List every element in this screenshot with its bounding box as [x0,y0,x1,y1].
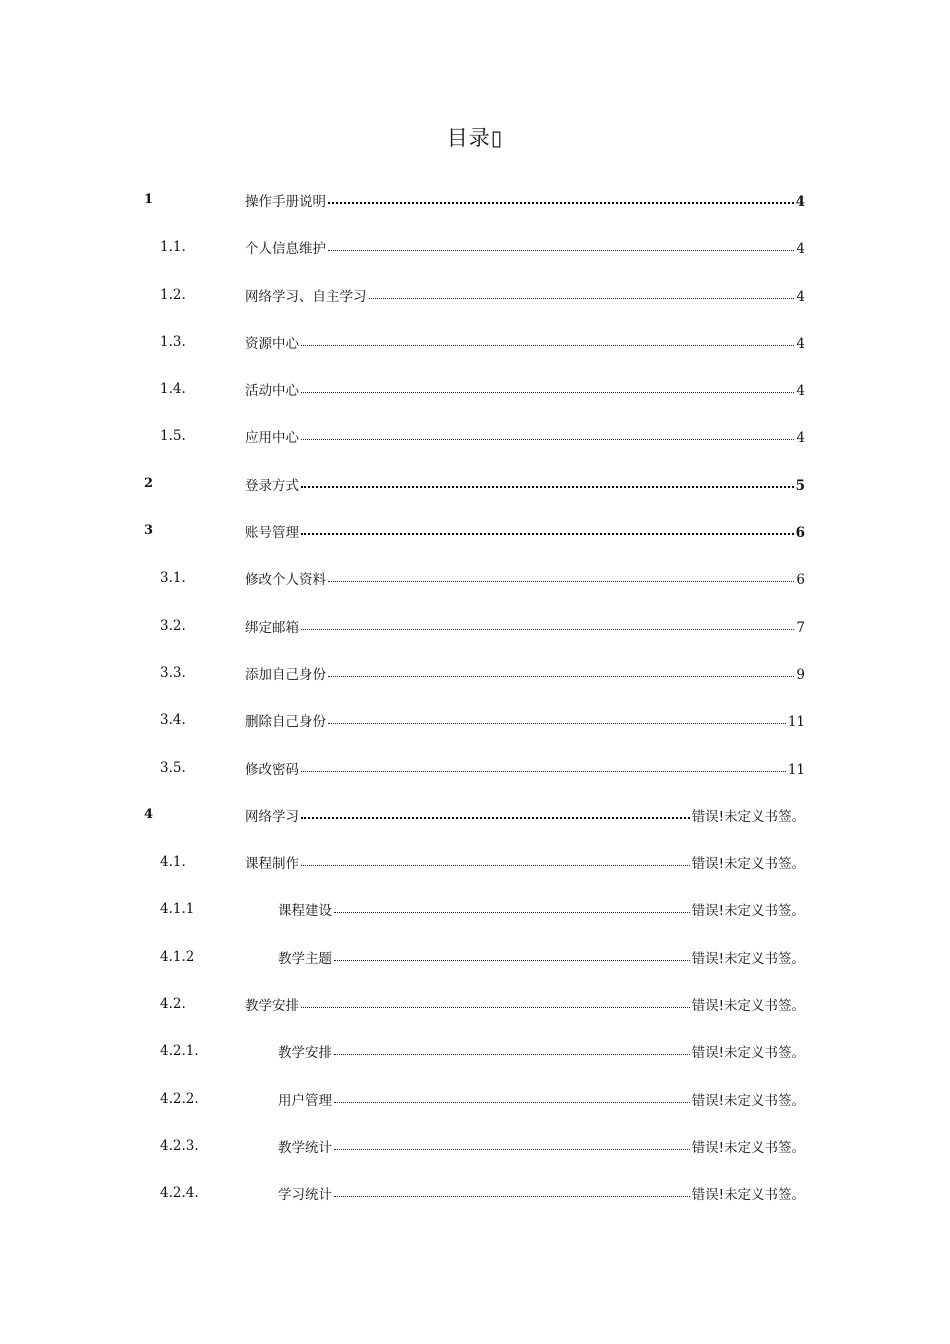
toc-dot-leader [301,1006,690,1008]
toc-entry-number: 4.2.2. [160,1090,199,1107]
toc-entry-line [245,237,805,257]
toc-dot-leader [334,1148,690,1150]
toc-entry-page: 4 [796,383,805,400]
toc-entry-line [278,1089,805,1109]
toc-dot-leader [334,1053,690,1055]
toc-entry-line [245,568,805,588]
toc-entry-page: 6 [796,572,805,589]
toc-entry-number: 4 [144,806,154,822]
toc-entry-number: 1.5. [160,428,186,445]
toc-entry[interactable] [0,848,950,895]
toc-entry[interactable] [0,186,950,233]
toc-entry-page: 11 [787,714,805,731]
toc-entry-line [245,521,805,541]
toc-entry-page: 错误!未定义书签。 [691,1092,805,1109]
toc-entry-page: 错误!未定义书签。 [691,1187,805,1204]
toc-entry[interactable] [0,990,950,1037]
toc-entry-text: 教学安排 [245,998,299,1015]
toc-entry[interactable] [0,612,950,659]
toc-entry-text: 用户管理 [278,1092,332,1109]
toc-dot-leader [328,201,794,204]
toc-entry-text: 活动中心 [245,383,299,400]
toc-dot-leader [301,532,794,535]
toc-entry-line [245,710,805,730]
toc-dot-leader [334,1101,690,1103]
toc-entry[interactable] [0,943,950,990]
toc-entry-page: 4 [796,288,805,305]
toc-entry[interactable] [0,801,950,848]
toc-entry-line [245,758,805,778]
toc-entry-page: 4 [796,241,805,258]
toc-entry[interactable] [0,754,950,801]
toc-entry-line [278,1183,805,1203]
toc-entry-number: 4.2.3. [160,1137,199,1154]
toc-entry-line [245,852,805,872]
toc-entry-page: 5 [795,477,805,494]
toc-entry-number: 4.1. [160,854,186,871]
toc-entry-line [278,899,805,919]
toc-entry-line [245,332,805,352]
toc-entry-page: 错误!未定义书签。 [691,998,805,1015]
toc-entry-number: 4.1.2 [160,948,195,965]
toc-entry-number: 3.5. [160,759,186,776]
toc-title [0,122,950,152]
toc-entry-text: 操作手册说明 [245,194,326,210]
toc-entry-line [245,426,805,446]
toc-entry[interactable] [0,1037,950,1084]
toc-entry-number: 1.3. [160,333,186,350]
toc-entry-page: 错误!未定义书签。 [691,903,805,920]
toc-entry[interactable] [0,517,950,564]
toc-entry-line [245,285,805,305]
table-of-contents [0,186,950,1227]
toc-entry-page: 错误!未定义书签。 [691,950,805,967]
toc-entry-text: 修改个人资料 [245,572,326,589]
toc-entry-line [278,1136,805,1156]
toc-entry[interactable] [0,470,950,517]
toc-dot-leader [301,344,794,346]
toc-dot-leader [328,249,794,251]
toc-entry[interactable] [0,1085,950,1132]
toc-entry-page: 错误!未定义书签。 [691,808,805,825]
toc-entry[interactable] [0,564,950,611]
toc-entry-text: 修改密码 [245,761,299,778]
toc-entry-number: 4.2. [160,996,186,1013]
toc-entry-number: 1 [144,192,154,207]
toc-entry-text: 删除自己身份 [245,714,326,731]
toc-dot-leader [301,391,794,393]
toc-dot-leader [369,297,795,299]
toc-entry-text: 课程建设 [278,903,332,920]
toc-entry[interactable] [0,422,950,469]
toc-entry[interactable] [0,281,950,328]
toc-dot-leader [301,816,690,819]
toc-entry[interactable] [0,328,950,375]
toc-entry-text: 网络学习 [245,808,299,825]
toc-entry-page: 6 [795,525,805,542]
toc-entry-number: 3.3. [160,664,186,681]
toc-entry[interactable] [0,895,950,942]
toc-dot-leader [301,485,794,488]
toc-entry[interactable] [0,375,950,422]
toc-entry-page: 错误!未定义书签。 [691,856,805,873]
toc-entry-line [245,474,805,494]
toc-dot-leader [334,1195,690,1197]
toc-entry-number: 4.2.4. [160,1185,199,1202]
toc-entry-number: 1.1. [160,239,186,256]
toc-entry-text: 学习统计 [278,1187,332,1204]
toc-entry-page: 9 [796,666,805,683]
toc-entry-text: 应用中心 [245,430,299,447]
toc-entry-page: 错误!未定义书签。 [691,1045,805,1062]
toc-entry-number: 4.2.1. [160,1043,199,1060]
toc-entry-text: 绑定邮箱 [245,619,299,636]
toc-entry-line [245,190,805,210]
toc-entry-line [245,379,805,399]
toc-entry[interactable] [0,706,950,753]
toc-dot-leader [301,864,690,866]
toc-dot-leader [301,438,794,440]
toc-title-glyph: ▯ [490,126,504,150]
toc-entry[interactable] [0,659,950,706]
toc-entry-number: 3.4. [160,712,186,729]
toc-entry-text: 账号管理 [245,525,299,542]
toc-entry-number: 3.1. [160,570,186,587]
toc-title-text: 目录 [446,126,491,150]
toc-entry-text: 添加自己身份 [245,666,326,683]
toc-entry-text: 个人信息维护 [245,241,326,258]
toc-entry-line [278,947,805,967]
toc-entry-line [245,663,805,683]
toc-entry-line [245,994,805,1014]
toc-entry-line [278,1041,805,1061]
toc-dot-leader [301,770,786,772]
toc-entry[interactable] [0,1132,950,1179]
toc-entry-number: 4.1.1 [160,901,195,918]
toc-entry-page: 4 [796,335,805,352]
toc-entry[interactable] [0,233,950,280]
toc-entry-page: 4 [796,430,805,447]
toc-entry-number: 3 [144,523,154,539]
toc-entry-text: 教学统计 [278,1139,332,1156]
toc-entry-text: 网络学习、自主学习 [245,288,367,305]
toc-dot-leader [301,628,794,630]
toc-entry-line [245,805,805,825]
toc-entry-line [245,616,805,636]
toc-dot-leader [334,959,690,961]
toc-dot-leader [328,722,786,724]
toc-entry-text: 登录方式 [245,477,299,494]
toc-entry-text: 课程制作 [245,856,299,873]
toc-dot-leader [334,911,690,913]
toc-entry-number: 2 [144,475,154,491]
toc-entry-number: 1.4. [160,381,186,398]
toc-entry-number: 3.2. [160,617,186,634]
toc-entry[interactable] [0,1179,950,1226]
toc-entry-text: 教学主题 [278,950,332,967]
toc-entry-page: 4 [795,194,805,210]
toc-entry-text: 教学安排 [278,1045,332,1062]
toc-dot-leader [328,580,794,582]
toc-entry-page: 错误!未定义书签。 [691,1139,805,1156]
toc-dot-leader [328,675,794,677]
toc-entry-page: 7 [796,619,805,636]
toc-entry-number: 1.2. [160,286,186,303]
toc-entry-page: 11 [787,761,805,778]
toc-entry-text: 资源中心 [245,335,299,352]
